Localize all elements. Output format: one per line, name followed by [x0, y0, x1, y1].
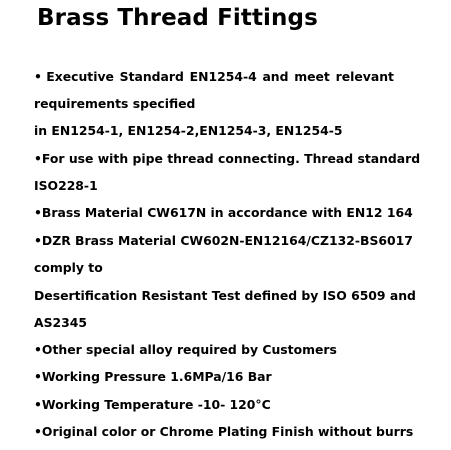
spec-line-comply-to: comply to: [34, 260, 103, 275]
spec-line-desertification-test: Desertification Resistant Test defined by ISO 6509 and: [34, 288, 416, 303]
spec-line-working-pressure: •Working Pressure 1.6MPa/16 Bar: [34, 369, 272, 384]
spec-line-dzr-brass: •DZR Brass Material CW602N-EN12164/CZ132-BS6017: [34, 233, 413, 248]
bullet-icon: • Executive: [34, 69, 114, 84]
bullet-icon: •: [34, 424, 42, 439]
spec-line-working-temperature: •Working Temperature -10- 120°C: [34, 397, 271, 412]
bullet-icon: •: [34, 151, 42, 166]
bullet-icon: •: [34, 397, 42, 412]
bullet-icon: •: [34, 233, 42, 248]
bullet-icon: •: [34, 369, 42, 384]
spec-line-as2345: AS2345: [34, 315, 87, 330]
spec-line-iso228: ISO228-1: [34, 178, 98, 193]
word: relevant: [335, 69, 394, 84]
spec-line-brass-material: •Brass Material CW617N in accordance with EN12 164: [34, 205, 413, 220]
word: and: [262, 69, 289, 84]
document-title: Brass Thread Fittings: [37, 5, 318, 31]
spec-line-finish: •Original color or Chrome Plating Finish without burrs: [34, 424, 414, 439]
spec-line-executive-standard: [34, 69, 394, 85]
bullet-icon: •: [34, 205, 42, 220]
word: meet: [294, 69, 330, 84]
word: EN1254-4: [189, 69, 257, 84]
bullet-icon: •: [34, 342, 42, 357]
word: Standard: [119, 69, 184, 84]
spec-line-special-alloy: •Other special alloy required by Customers: [34, 342, 337, 357]
spec-line-pipe-thread: •For use with pipe thread connecting. Thread standard: [34, 151, 421, 166]
spec-line-en1254-parts: in EN1254-1, EN1254-2,EN1254-3, EN1254-5: [34, 123, 343, 138]
spec-line-requirements: requirements specified: [34, 96, 196, 111]
